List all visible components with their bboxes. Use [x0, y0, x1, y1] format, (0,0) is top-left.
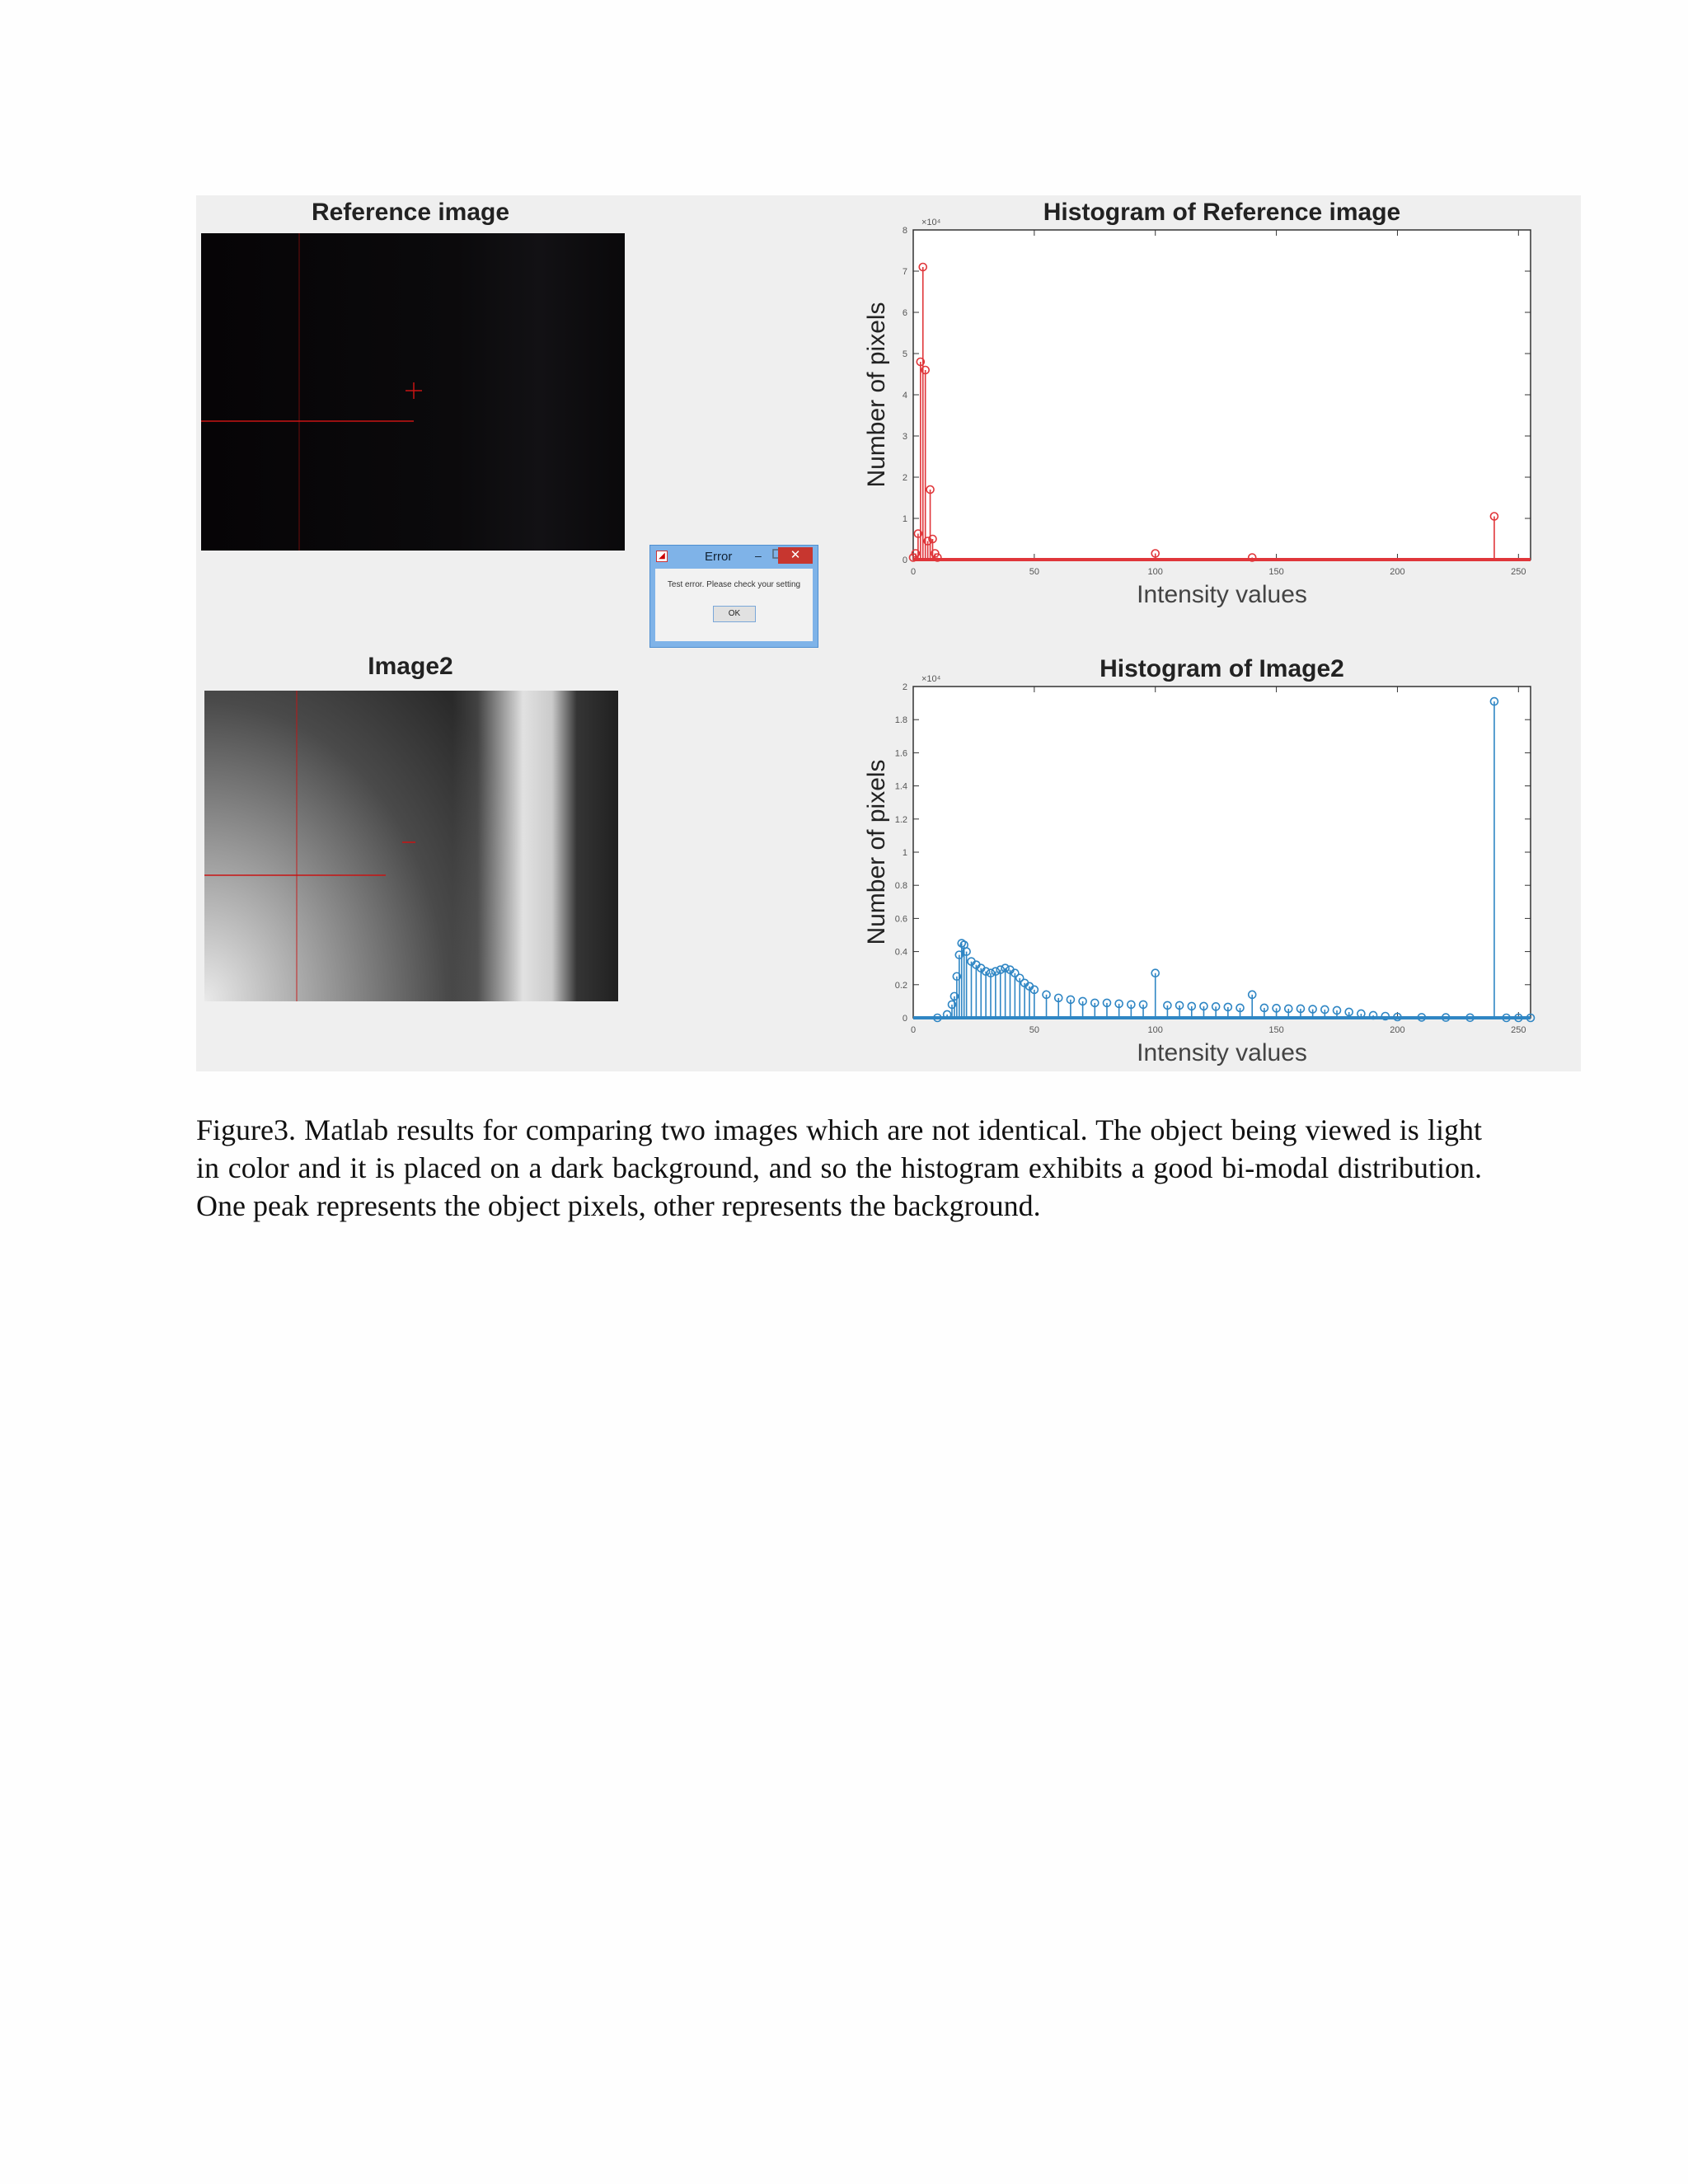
y-tick-label: 3 — [902, 432, 907, 442]
y-exponent-label: ×10⁴ — [921, 674, 941, 684]
matlab-app-icon: ◢ — [656, 551, 668, 562]
error-dialog-title: Error — [705, 550, 733, 564]
y-tick-label: 1.2 — [894, 814, 907, 825]
x-tick-label: 200 — [1390, 567, 1405, 577]
x-tick-label: 100 — [1147, 567, 1163, 577]
y-tick-label: 0 — [902, 1014, 907, 1024]
y-tick-label: 6 — [902, 308, 907, 318]
y-tick-label: 0.4 — [894, 947, 907, 958]
x-tick-label: 50 — [1029, 1025, 1039, 1035]
matlab-figure — [196, 195, 1581, 1071]
y-tick-label: 5 — [902, 349, 907, 359]
error-message: Test error. Please check your setting — [667, 580, 801, 589]
y-tick-label: 7 — [902, 267, 907, 277]
y-tick-label: 1.8 — [894, 715, 907, 726]
x-tick-label: 150 — [1268, 1025, 1284, 1035]
figure-caption: Figure3. Matlab results for comparing two images which are not identical. The object being viewed is light in color and it is placed on a dark background, and so the histogram exhibits a good bi-modal distribution. One peak represents the object pixels, other represents the background. — [196, 1113, 1482, 1222]
y-tick-label: 2 — [902, 473, 907, 483]
y-tick-label: 1 — [902, 514, 907, 524]
y-tick-label: 0.2 — [894, 980, 907, 991]
x-tick-label: 200 — [1390, 1025, 1405, 1035]
x-tick-label: 0 — [910, 1025, 917, 1035]
y-tick-label: 2 — [902, 682, 907, 692]
y-tick-label: 0.8 — [894, 881, 907, 892]
reference-image-title: Reference image — [311, 199, 510, 226]
y-axis-label: Number of pixels — [863, 759, 890, 945]
y-tick-label: 8 — [902, 226, 907, 236]
x-tick-label: 100 — [1147, 1025, 1163, 1035]
y-tick-label: 1.6 — [894, 748, 907, 759]
histogram-charts — [196, 195, 1581, 1071]
x-tick-label: 250 — [1511, 567, 1526, 577]
x-tick-label: 50 — [1029, 567, 1039, 577]
reference-histogram — [863, 199, 1531, 608]
plot-area — [913, 230, 1531, 560]
x-axis-label: Intensity values — [1137, 581, 1307, 608]
y-tick-label: 1 — [902, 848, 907, 858]
image2-histogram — [863, 655, 1535, 1066]
close-button[interactable]: ✕ — [778, 547, 813, 564]
y-exponent-label: ×10⁴ — [921, 218, 941, 227]
y-tick-label: 4 — [902, 391, 907, 401]
y-tick-label: 1.4 — [894, 781, 907, 792]
x-tick-label: 150 — [1268, 567, 1284, 577]
x-axis-label: Intensity values — [1137, 1039, 1307, 1066]
image2-title: Image2 — [368, 653, 453, 680]
ok-button[interactable]: OK — [713, 606, 756, 622]
minimize-button[interactable]: – — [755, 549, 762, 562]
plot-area — [913, 687, 1531, 1018]
chart-title: Histogram of Image2 — [1100, 655, 1344, 682]
y-tick-label: 0 — [902, 555, 907, 565]
y-tick-label: 0.6 — [894, 914, 907, 925]
x-tick-label: 250 — [1511, 1025, 1526, 1035]
y-axis-label: Number of pixels — [863, 302, 890, 488]
chart-title: Histogram of Reference image — [1043, 199, 1401, 226]
x-tick-label: 0 — [910, 567, 917, 577]
